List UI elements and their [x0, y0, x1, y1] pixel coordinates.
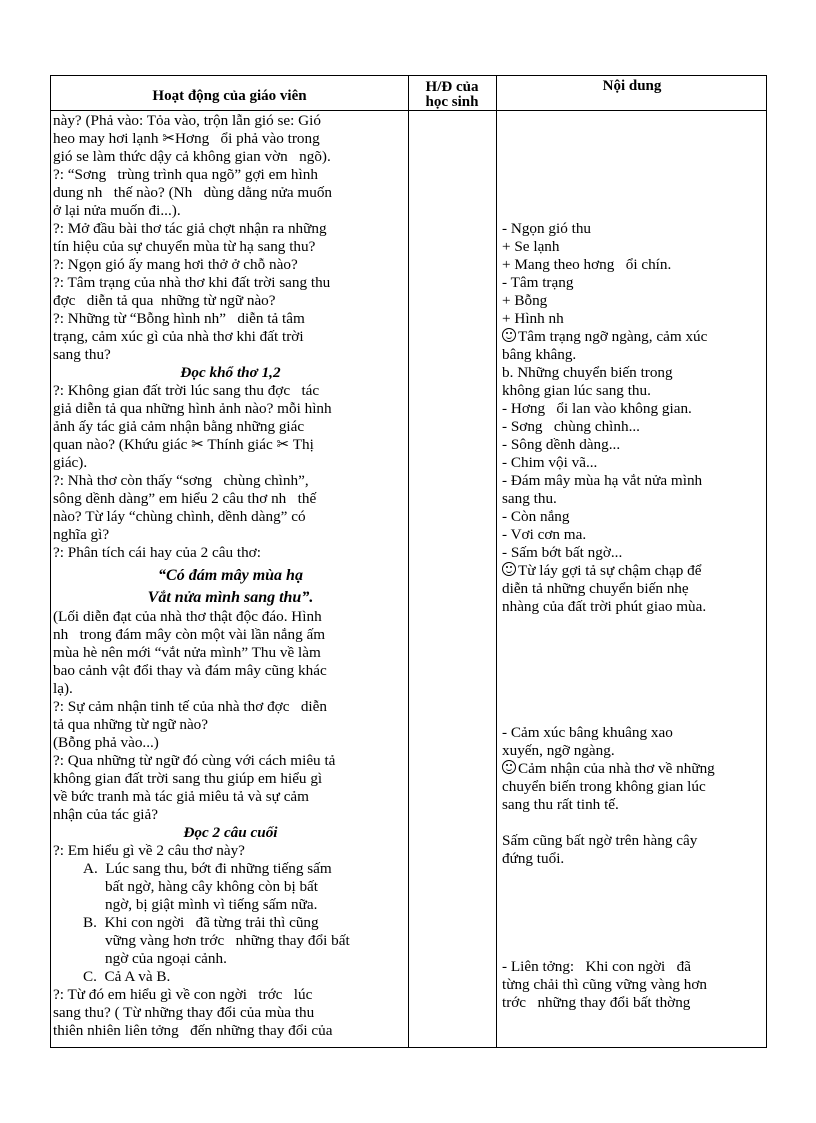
content-line: + Mang theo hơng ổi chín. [502, 256, 672, 273]
content-line: - Sấm bớt bất ngờ... [502, 544, 623, 561]
header-teacher: Hoạt động của giáo viên [152, 88, 307, 104]
section-heading: Đọc khổ thơ 1,2 [180, 364, 281, 381]
text-line: ?: Những từ “Bỗng hình nh” diễn tả tâm [53, 310, 305, 327]
content-line: + Bỗng [502, 292, 548, 309]
text-line: mùa hè nên mới “vắt nửa mình” Thu về làm [53, 644, 321, 661]
teacher-block-2 [53, 382, 408, 562]
content-spacer [502, 814, 767, 832]
option-b-line2: vững vàng hơn trớc những thay đổi bất [105, 932, 350, 949]
content-line: + Hình nh [502, 310, 564, 327]
content-line: - Còn nắng [502, 508, 570, 525]
content-text: Từ láy gợi tả sự chậm chạp để [518, 562, 702, 579]
text-line: ?: Mở đầu bài thơ tác giả chợt nhận ra những [53, 220, 327, 237]
text-line: gió se làm thức dậy cả không gian vờn ngõ). [53, 148, 331, 165]
content-line: đứng tuổi. [502, 850, 565, 867]
option-a-line3: ngờ, bị giật mình vì tiếng sấm nữa. [105, 896, 318, 913]
column-divider [496, 76, 497, 1047]
text-line: sang thu? [53, 346, 111, 363]
content-line: Sấm cũng bất ngờ trên hàng cây [502, 832, 698, 849]
text-line: sông dềnh dàng” em hiểu 2 câu thơ nh thế [53, 490, 317, 507]
header-student-line1: H/Đ của [425, 79, 479, 95]
header-student-line2: học sinh [425, 94, 479, 110]
teacher-block-3 [53, 608, 408, 824]
text-line: tả qua những từ ngữ nào? [53, 716, 209, 733]
text-line: lạ). [53, 680, 73, 697]
text-line: bao cảnh vật đổi thay và đám mây cũng khác [53, 662, 327, 679]
text-line: ảnh ấy tác giả cảm nhận bằng những giác [53, 418, 305, 435]
smiley-icon [502, 562, 516, 576]
text-line: tín hiệu của sự chuyển mùa từ hạ sang thu? [53, 238, 316, 255]
text-line: thiên nhiên liên tởng đến những thay đổi của [53, 1022, 333, 1039]
text-line: ?: Từ đó em hiểu gì về con ngời trớc lúc [53, 986, 313, 1003]
content-line: trớc những thay đổi bất thờng [502, 994, 691, 1011]
text-line: nào? Từ láy “chùng chình, dềnh dàng” có [53, 508, 306, 525]
text-line: giả diễn tả qua những hình ảnh nào? mỗi hình [53, 400, 332, 417]
option-c-line1: C. Cả A và B. [83, 968, 171, 985]
text-line: ?: Qua những từ ngữ đó cùng với cách miêu tả [53, 752, 336, 769]
content-line: - Hơng ổi lan vào không gian. [502, 400, 692, 417]
option-a-line1: A. Lúc sang thu, bớt đi những tiếng sấm [83, 860, 332, 877]
text-line: nghĩa gì? [53, 526, 110, 543]
text-line: (Bỗng phả vào...) [53, 734, 159, 751]
content-line: - Tâm trạng [502, 274, 574, 291]
text-line: ở lại nửa muốn đi...). [53, 202, 181, 219]
text-line: quan nào? (Khứu giác ✂ Thính giác ✂ Thị [53, 436, 314, 453]
content-line: - Cảm xúc bâng khuâng xao [502, 724, 673, 741]
content-line: - Vơi cơn ma. [502, 526, 587, 543]
section-heading: Đọc 2 câu cuối [183, 824, 278, 841]
content-line-arrow [502, 328, 767, 346]
smiley-icon [502, 760, 516, 774]
answer-options [53, 860, 408, 986]
text-line: ?: Em hiểu gì về 2 câu thơ này? [53, 842, 245, 859]
content-line: - Sơng chùng chình... [502, 418, 640, 435]
option-b-line3: ngờ của ngoại cảnh. [105, 950, 227, 967]
content-line: - Ngọn gió thu [502, 220, 592, 237]
content-column [502, 112, 767, 1045]
content-line: xuyến, ngỡ ngàng. [502, 742, 615, 759]
teacher-column [53, 112, 408, 1045]
text-line: ?: Sự cảm nhận tinh tế của nhà thơ đợc diễn [53, 698, 327, 715]
text-line: nh trong đám mây còn một vài lần nắng ấm [53, 626, 326, 643]
option-a-line2: bất ngờ, hàng cây không còn bị bất [105, 878, 319, 895]
text-line: sang thu? ( Từ những thay đổi của mùa thu [53, 1004, 315, 1021]
content-line: bâng khâng. [502, 346, 577, 363]
text-line: giác). [53, 454, 88, 471]
text-line: trạng, cảm xúc gì của nhà thơ khi đất trời [53, 328, 304, 345]
header-student [408, 76, 496, 112]
text-line: nhận của tác giả? [53, 806, 158, 823]
teacher-block-1 [53, 112, 408, 364]
text-line: ?: Tâm trạng của nhà thơ khi đất trời sang thu [53, 274, 331, 291]
text-line: ?: Ngọn gió ấy mang hơi thở ở chỗ nào? [53, 256, 298, 273]
smiley-icon [502, 328, 516, 342]
content-line: + Se lạnh [502, 238, 560, 255]
content-line: sang thu. [502, 490, 557, 507]
text-line: (Lối diễn đạt của nhà thơ thật độc đáo. Hình [53, 608, 322, 625]
poem-quote-line2: Vắt nửa mình sang thu”. [147, 589, 314, 606]
text-line: về bức tranh mà tác giả miêu tả và sự cảm [53, 788, 309, 805]
content-line: nhàng của đất trời phút giao mùa. [502, 598, 707, 615]
text-line: dung nh thế nào? (Nh dùng dằng nửa muốn [53, 184, 333, 201]
content-line: diễn tả những chuyển biến nhẹ [502, 580, 689, 597]
column-divider [408, 76, 409, 1047]
poem-quote-line1: “Có đám mây mùa hạ [158, 567, 303, 584]
content-line-arrow [502, 760, 767, 778]
content-text: Cảm nhận của nhà thơ về những [518, 760, 715, 777]
lesson-table [50, 75, 767, 1048]
text-line: này? (Phả vào: Tỏa vào, trộn lẫn gió se: Gió [53, 112, 321, 129]
content-line-arrow [502, 562, 767, 580]
text-line: ?: Phân tích cái hay của 2 câu thơ: [53, 544, 261, 561]
header-content: Nội dung [602, 78, 662, 94]
content-line: - Sông dềnh dàng... [502, 436, 621, 453]
content-spacer [502, 616, 767, 724]
content-spacer [502, 868, 767, 958]
text-line: ?: “Sơng trùng trình qua ngõ” gợi em hình [53, 166, 318, 183]
text-line: ?: Không gian đất trời lúc sang thu đợc tác [53, 382, 320, 399]
content-line: chuyển biến trong không gian lúc [502, 778, 706, 795]
content-line: - Liên tởng: Khi con ngời đã [502, 958, 691, 975]
content-text: Tâm trạng ngỡ ngàng, cảm xúc [518, 328, 708, 345]
content-line: - Đám mây mùa hạ vắt nửa mình [502, 472, 703, 489]
text-line: heo may hơi lạnh ✂Hơng ổi phả vào trong [53, 130, 320, 147]
text-line: đợc diễn tả qua những từ ngữ nào? [53, 292, 276, 309]
text-line: không gian đất trời sang thu giúp em hiểu gì [53, 770, 323, 787]
content-spacer [502, 112, 767, 220]
content-line: b. Những chuyển biến trong [502, 364, 673, 381]
content-line: - Chim vội vã... [502, 454, 598, 471]
content-line: sang thu rất tinh tế. [502, 796, 619, 813]
option-b-line1: B. Khi con ngời đã từng trải thì cũng [83, 914, 319, 931]
content-line: không gian lúc sang thu. [502, 382, 651, 399]
content-line: từng chải thì cũng vững vàng hơn [502, 976, 708, 993]
text-line: ?: Nhà thơ còn thấy “sơng chùng chình”, [53, 472, 309, 489]
